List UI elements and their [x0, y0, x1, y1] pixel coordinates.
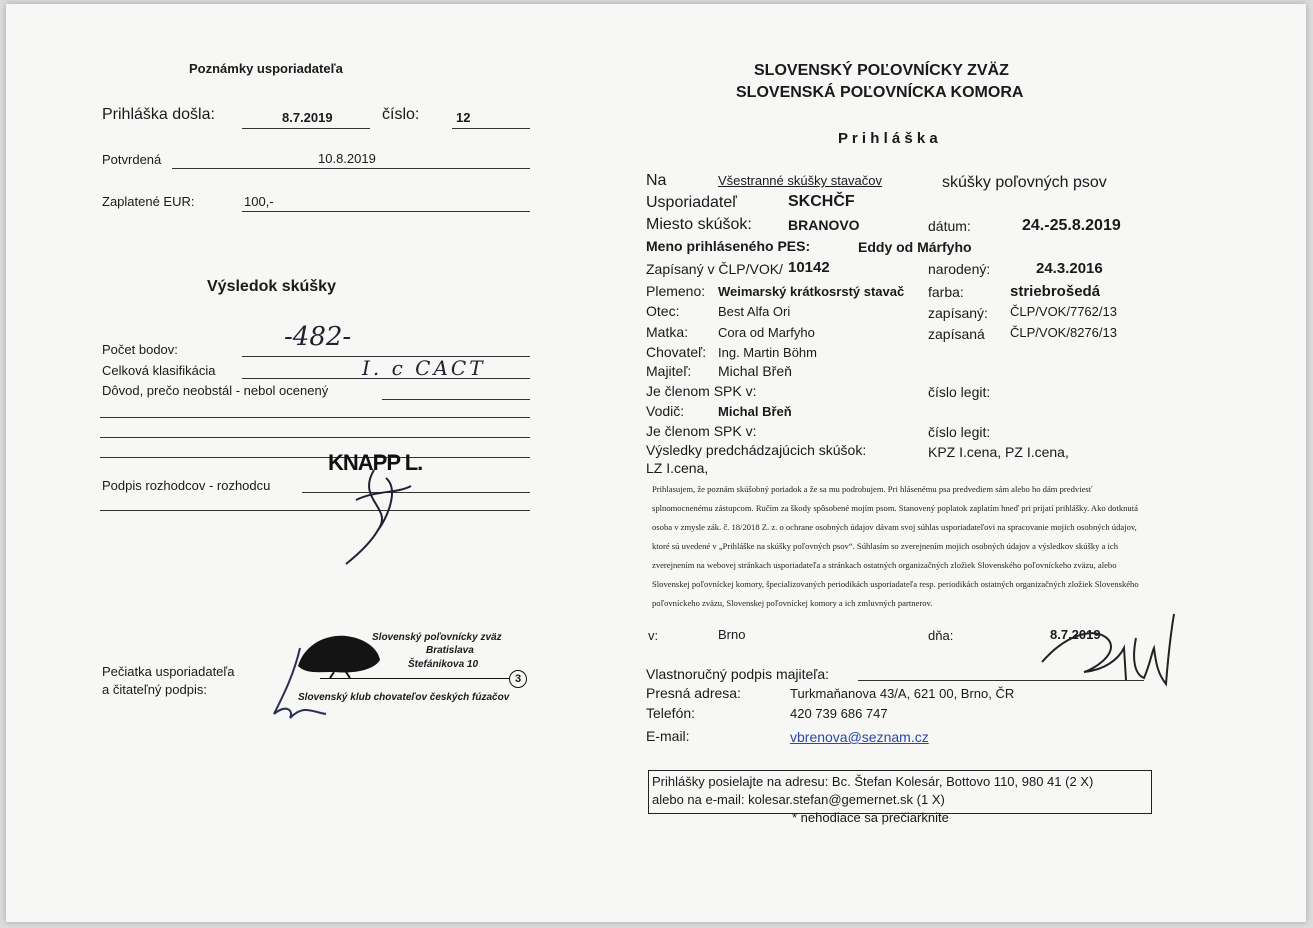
- dna-value: 8.7.2019: [1050, 627, 1101, 642]
- form-title: P r i h l á š k a: [838, 130, 938, 147]
- judge-signature: [316, 460, 436, 570]
- adresa-label: Presná adresa:: [646, 685, 741, 701]
- org-name-1: SLOVENSKÝ POĽOVNÍCKY ZVÄZ: [754, 62, 1009, 79]
- podpis-rozhodcov-label: Podpis rozhodcov - rozhodcu: [102, 478, 271, 493]
- peciatka-label-1: Pečiatka usporiadateľa: [102, 664, 235, 679]
- vlastnorucny-podpis-label: Vlastnoručný podpis majiteľa:: [646, 666, 830, 682]
- datum-value: 24.-25.8.2019: [1022, 217, 1121, 234]
- zaplatene-value: 100,-: [244, 194, 274, 209]
- form-sheet: [6, 4, 1306, 922]
- org-name-2: SLOVENSKÁ POĽOVNÍCKA KOMORA: [736, 84, 1024, 101]
- prihlaska-dosla-value: 8.7.2019: [282, 110, 333, 125]
- vodic-label: Vodič:: [646, 403, 685, 419]
- meno-label: Meno prihláseného PES:: [646, 238, 811, 254]
- otec-zapisany-value: ČLP/VOK/7762/13: [1010, 304, 1117, 319]
- box-line-2: alebo na e-mail: kolesar.stefan@gemernet.sk (1 X): [652, 792, 945, 807]
- underline: [452, 128, 530, 129]
- cislo-legit-majitel: číslo legit:: [928, 384, 991, 400]
- organizer-signature: [264, 644, 334, 722]
- telefon-label: Telefón:: [646, 705, 696, 721]
- underline: [100, 417, 530, 418]
- zaplatene-label: Zaplatené EUR:: [102, 194, 195, 209]
- v-value: Brno: [718, 627, 746, 642]
- underline: [100, 510, 530, 511]
- majitel-label: Majiteľ:: [646, 363, 692, 379]
- cislo-label: číslo:: [382, 106, 420, 123]
- v-label: v:: [648, 628, 659, 643]
- box-line-1: Prihlášky posielajte na adresu: Bc. Štefan Kolesár, Bottovo 110, 980 41 (2 X): [652, 774, 1094, 789]
- stamp-line-1: Slovenský poľovnícky zväz: [372, 632, 502, 643]
- klasifikacia-label: Celková klasifikácia: [102, 363, 216, 378]
- datum-label: dátum:: [928, 218, 971, 234]
- adresa-value: Turkmaňanova 43/A, 621 00, Brno, ČR: [790, 686, 1015, 701]
- matka-label: Matka:: [646, 324, 689, 340]
- narodeny-label: narodený:: [928, 261, 991, 277]
- potvrdena-label: Potvrdená: [102, 152, 162, 167]
- underline: [242, 128, 370, 129]
- miesto-value: BRANOVO: [788, 217, 860, 233]
- farba-label: farba:: [928, 284, 964, 300]
- usporiadatel-label: Usporiadateľ: [646, 194, 737, 211]
- vysledky-value: KPZ I.cena, PZ I.cena,: [928, 444, 1069, 460]
- clen-spk-majitel: Je členom SPK v:: [646, 383, 757, 399]
- plemeno-label: Plemeno:: [646, 283, 706, 299]
- vysledok-title: Výsledok skúšky: [207, 278, 336, 295]
- underline: [242, 211, 530, 212]
- peciatka-label-2: a čitateľný podpis:: [102, 682, 207, 697]
- otec-zapisany-label: zapísaný:: [928, 305, 988, 321]
- pocet-bodov-value: -482-: [284, 322, 352, 352]
- stamp-rule: [320, 678, 510, 679]
- na-label: Na: [646, 172, 667, 189]
- matka-zapisana-value: ČLP/VOK/8276/13: [1010, 325, 1117, 340]
- na-value: Všestranné skúšky stavačov: [718, 173, 883, 188]
- underline: [172, 168, 530, 169]
- dna-label: dňa:: [928, 628, 954, 643]
- footnote: * nehodiace sa prečiarknite: [792, 810, 949, 825]
- vysledky-value-2: LZ I.cena,: [646, 460, 709, 476]
- stamp-line-2: Bratislava: [426, 645, 474, 656]
- farba-value: striebrošedá: [1010, 283, 1101, 300]
- underline: [382, 399, 530, 400]
- zapisany-value: 10142: [788, 259, 830, 276]
- chovatel-value: Ing. Martin Böhm: [718, 345, 817, 360]
- meno-value: Eddy od Márfyho: [858, 239, 972, 255]
- matka-zapisana-label: zapísaná: [928, 326, 985, 342]
- narodeny-value: 24.3.2016: [1036, 260, 1103, 277]
- miesto-label: Miesto skúšok:: [646, 216, 752, 233]
- judge-name-stamp: KNAPP L.: [328, 450, 423, 475]
- underline: [100, 437, 530, 438]
- klasifikacia-value: I. c CACT: [362, 356, 486, 380]
- consent-text: Prihlasujem, že poznám skúšobný poriadok a že sa mu podrobujem. Pri hlásenému psa predvediem sám alebo ho dám predviesť splnomocnenému zástupcom. Ručím za škody spôsobené mojím psom. Stanovený poplatok zaplatím hneď pri prijatí prihlášky. Ako dotknutá osoba v zmysle zák. č. 18/2018 Z. z. o ochrane osobných údajov dávam svoj súhlas usporiadateľovi na spracovanie mojich osobných údajov, ktoré sú uvedené v „Prihláške na skúšky poľovných psov“. Súhlasím so zverejnením mojich osobných údajov a výsledkov skúšky a ich zverejnením na webovej stránkach usporiadateľa a stránkach ostatných organizačných zložiek Slovenského poľovníckeho zväzu, alebo Slovenskej poľovníckej komory, špecializovaných periodikách usporiadateľa resp. periodikách ostatných organizačných zložiek Slovenského poľovníckeho zväzu, Slovenskej poľovníckej komory a ich zmluvných partnerov.: [652, 484, 1139, 608]
- otec-label: Otec:: [646, 303, 680, 319]
- underline: [858, 680, 1144, 681]
- cislo-value: 12: [456, 110, 471, 125]
- clen-spk-vodic: Je členom SPK v:: [646, 423, 757, 439]
- usporiadatel-value: SKCHČF: [788, 193, 855, 210]
- dovod-label: Dôvod, prečo neobstál - nebol ocenený: [102, 383, 329, 398]
- stamp-line-3: Štefánikova 10: [408, 659, 479, 670]
- stamp-line-4: Slovenský klub chovateľov českých fúzačov: [298, 692, 510, 703]
- email-label: E-mail:: [646, 728, 690, 744]
- plemeno-value: Weimarský krátkosrstý stavač: [718, 284, 905, 299]
- potvrdena-value: 10.8.2019: [318, 151, 376, 166]
- vysledky-label: Výsledky predchádzajúcich skúšok:: [646, 442, 867, 458]
- telefon-value: 420 739 686 747: [790, 706, 888, 721]
- submission-box: [648, 770, 1152, 814]
- underline: [100, 457, 530, 458]
- organizer-notes-title: Poznámky usporiadateľa: [189, 61, 343, 76]
- prihlaska-dosla-label: Prihláška došla:: [102, 106, 215, 123]
- matka-value: Cora od Marfyho: [718, 325, 815, 340]
- na-suffix: skúšky poľovných psov: [942, 174, 1107, 191]
- otec-value: Best Alfa Ori: [718, 304, 791, 319]
- zapisany-label: Zapísaný v ČLP/VOK/: [646, 261, 783, 277]
- vodic-value: Michal Břeň: [718, 404, 792, 419]
- chovatel-label: Chovateľ:: [646, 344, 707, 360]
- cislo-legit-vodic: číslo legit:: [928, 424, 991, 440]
- majitel-value: Michal Břeň: [718, 363, 792, 379]
- pocet-bodov-label: Počet bodov:: [102, 342, 178, 357]
- stamp-number: 3: [509, 670, 527, 688]
- email-value[interactable]: vbrenova@seznam.cz: [790, 729, 929, 745]
